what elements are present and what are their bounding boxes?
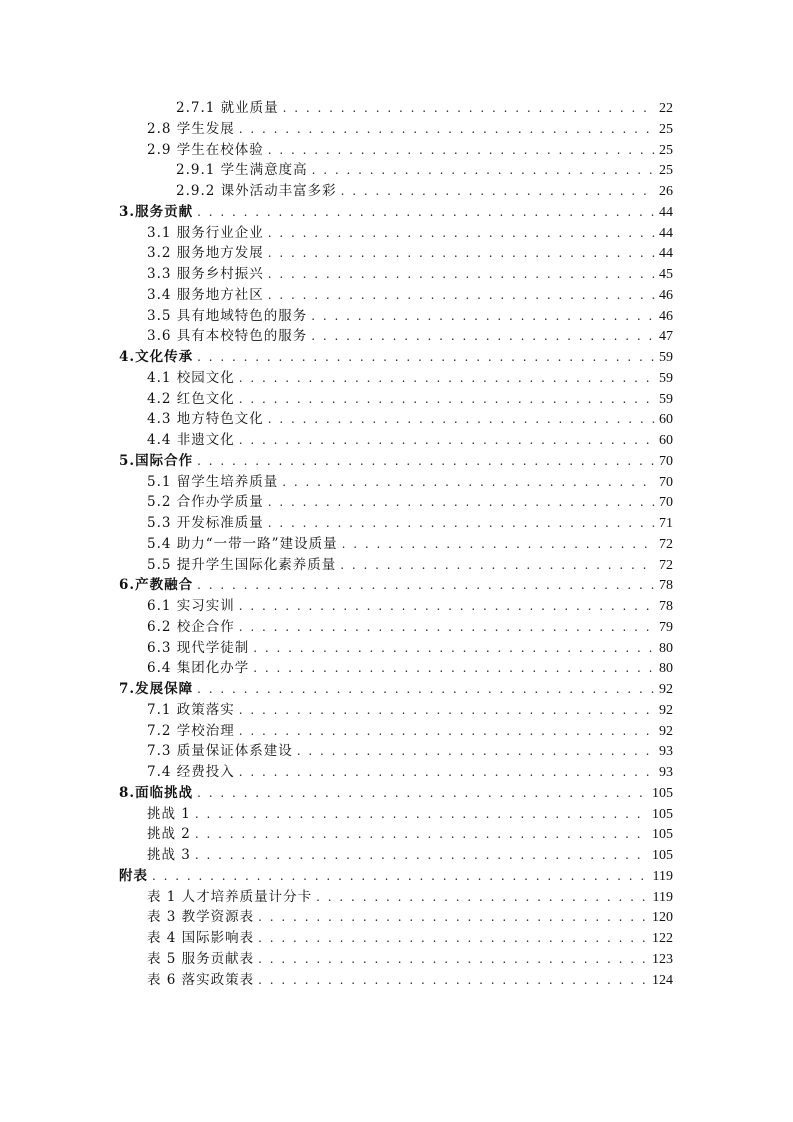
toc-entry[interactable] bbox=[119, 119, 673, 140]
toc-page-number: 44 bbox=[659, 204, 673, 220]
toc-entry[interactable] bbox=[119, 409, 673, 430]
dot-leader bbox=[340, 555, 655, 576]
toc-page-number: 26 bbox=[659, 184, 673, 199]
dot-leader bbox=[239, 596, 655, 617]
toc-entry-title: 6.2 校企合作 bbox=[147, 618, 235, 635]
toc-page-number: 46 bbox=[659, 308, 673, 324]
toc-entry[interactable] bbox=[119, 140, 673, 161]
toc-page-number: 59 bbox=[659, 350, 673, 365]
dot-leader bbox=[342, 534, 655, 555]
toc-entry[interactable] bbox=[119, 928, 673, 949]
toc-page-number: 120 bbox=[652, 910, 673, 926]
toc-entry[interactable] bbox=[119, 285, 673, 306]
dot-leader bbox=[268, 223, 655, 244]
toc-page-number: 70 bbox=[659, 495, 673, 511]
toc-page-number: 70 bbox=[659, 474, 673, 490]
toc-entry-title: 3.2 服务地方发展 bbox=[147, 245, 264, 262]
toc-page-number: 105 bbox=[652, 827, 673, 843]
dot-leader bbox=[268, 264, 655, 285]
toc-page-number: 78 bbox=[659, 599, 673, 614]
toc-entry-title: 7.4 经费投入 bbox=[147, 764, 235, 780]
toc-chapter-entry[interactable] bbox=[119, 866, 673, 887]
dot-leader bbox=[268, 492, 655, 513]
dot-leader bbox=[283, 98, 655, 119]
toc-entry[interactable] bbox=[119, 721, 673, 742]
toc-page-number: 80 bbox=[659, 661, 673, 677]
toc-entry-title: 4.2 红色文化 bbox=[147, 390, 235, 407]
toc-entry[interactable] bbox=[119, 658, 673, 679]
toc-page-number: 80 bbox=[659, 640, 673, 656]
toc-entry-title: 2.9.2 课外活动丰富多彩 bbox=[176, 183, 337, 199]
dot-leader bbox=[197, 347, 655, 368]
toc-entry[interactable] bbox=[119, 907, 673, 928]
toc-entry[interactable] bbox=[119, 223, 673, 244]
dot-leader bbox=[239, 368, 655, 389]
toc-entry[interactable] bbox=[119, 264, 673, 285]
toc-page-number: 25 bbox=[659, 121, 673, 137]
dot-leader bbox=[312, 160, 655, 181]
toc-page-number: 22 bbox=[659, 101, 673, 116]
toc-entry-title: 2.9.1 学生满意度高 bbox=[176, 162, 308, 179]
toc-entry-title: 5.3 开发标准质量 bbox=[147, 515, 264, 531]
toc-entry-title: 表 3 教学资源表 bbox=[147, 909, 255, 926]
toc-page-number: 72 bbox=[659, 557, 673, 573]
toc-entry[interactable] bbox=[119, 306, 673, 327]
dot-leader bbox=[239, 721, 655, 742]
toc-entry-title: 表 4 国际影响表 bbox=[147, 930, 255, 946]
toc-entry-title: 4.1 校园文化 bbox=[147, 369, 235, 386]
toc-page-number: 46 bbox=[659, 287, 673, 303]
dot-leader bbox=[268, 409, 655, 430]
toc-entry-title: 5.5 提升学生国际化素养质量 bbox=[147, 556, 337, 573]
toc-chapter-entry[interactable] bbox=[119, 679, 673, 700]
toc-entry-title: 8.面临挑战 bbox=[119, 784, 194, 801]
toc-entry-title: 7.2 学校治理 bbox=[147, 722, 235, 739]
dot-leader bbox=[311, 326, 655, 347]
toc-entry-title: 表 5 服务贡献表 bbox=[147, 950, 255, 967]
toc-entry[interactable] bbox=[119, 596, 673, 617]
dot-leader bbox=[268, 285, 655, 306]
toc-page-number: 60 bbox=[659, 412, 673, 428]
toc-entry-title: 6.1 实习实训 bbox=[147, 598, 235, 614]
toc-entry-title: 7.1 政策落实 bbox=[147, 701, 235, 718]
toc-entry[interactable] bbox=[119, 513, 673, 534]
toc-page-number: 122 bbox=[652, 931, 673, 946]
toc-entry[interactable] bbox=[119, 741, 673, 762]
dot-leader bbox=[258, 928, 648, 949]
dot-leader bbox=[197, 679, 655, 700]
toc-entry[interactable] bbox=[119, 970, 673, 991]
toc-entry[interactable] bbox=[119, 887, 673, 908]
toc-page-number: 25 bbox=[659, 142, 673, 158]
toc-chapter-entry[interactable] bbox=[119, 783, 673, 804]
toc-chapter-entry[interactable] bbox=[119, 347, 673, 368]
toc-entry[interactable] bbox=[119, 555, 673, 576]
toc-entry[interactable] bbox=[119, 389, 673, 410]
toc-entry-title: 7.3 质量保证体系建设 bbox=[147, 743, 293, 760]
toc-page-number: 72 bbox=[659, 536, 673, 552]
toc-entry[interactable] bbox=[119, 949, 673, 970]
dot-leader bbox=[297, 741, 655, 762]
table-of-contents bbox=[119, 98, 673, 990]
toc-entry-title: 2.8 学生发展 bbox=[147, 120, 235, 137]
toc-entry[interactable] bbox=[119, 181, 673, 202]
dot-leader bbox=[195, 804, 648, 825]
toc-page-number: 47 bbox=[659, 329, 673, 345]
toc-page-number: 105 bbox=[652, 848, 673, 863]
toc-page-number: 124 bbox=[652, 972, 673, 988]
toc-entry[interactable] bbox=[119, 472, 673, 493]
toc-page-number: 59 bbox=[659, 370, 673, 386]
toc-entry-title: 表 6 落实政策表 bbox=[147, 971, 255, 988]
toc-page-number: 25 bbox=[659, 163, 673, 179]
toc-entry[interactable] bbox=[119, 824, 673, 845]
toc-entry-title: 4.4 非遗文化 bbox=[147, 432, 235, 448]
toc-entry-title: 2.7.1 就业质量 bbox=[176, 100, 279, 116]
toc-page-number: 59 bbox=[659, 391, 673, 407]
toc-entry[interactable] bbox=[119, 534, 673, 555]
toc-entry-title: 5.1 留学生培养质量 bbox=[147, 473, 279, 490]
toc-entry[interactable] bbox=[119, 700, 673, 721]
toc-entry-title: 表 1 人才培养质量计分卡 bbox=[147, 888, 313, 905]
dot-leader bbox=[316, 887, 648, 908]
dot-leader bbox=[311, 306, 655, 327]
dot-leader bbox=[258, 970, 648, 991]
dot-leader bbox=[197, 783, 648, 804]
dot-leader bbox=[239, 762, 655, 783]
toc-entry-title: 6.产教融合 bbox=[119, 577, 194, 594]
dot-leader bbox=[239, 389, 655, 410]
toc-page-number: 92 bbox=[659, 723, 673, 739]
toc-chapter-entry[interactable] bbox=[119, 202, 673, 223]
toc-entry-title: 附表 bbox=[119, 867, 148, 884]
dot-leader bbox=[253, 638, 655, 659]
toc-page-number: 92 bbox=[659, 682, 673, 697]
toc-page-number: 70 bbox=[659, 453, 673, 469]
toc-entry[interactable] bbox=[119, 804, 673, 825]
dot-leader bbox=[152, 866, 649, 887]
toc-entry[interactable] bbox=[119, 160, 673, 181]
toc-entry-title: 6.4 集团化办学 bbox=[147, 660, 250, 677]
toc-entry-title: 3.3 服务乡村振兴 bbox=[147, 266, 264, 282]
toc-entry-title: 2.9 学生在校体验 bbox=[147, 141, 264, 158]
toc-entry-title: 3.5 具有地域特色的服务 bbox=[147, 307, 308, 324]
dot-leader bbox=[268, 140, 655, 161]
toc-entry[interactable] bbox=[119, 638, 673, 659]
toc-entry-title: 挑战 1 bbox=[147, 805, 191, 822]
toc-page-number: 79 bbox=[659, 619, 673, 635]
dot-leader bbox=[268, 243, 655, 264]
toc-page-number: 78 bbox=[659, 578, 673, 594]
toc-entry-title: 5.4 助力“一带一路”建设质量 bbox=[147, 535, 338, 552]
toc-page-number: 119 bbox=[652, 868, 673, 884]
toc-page-number: 105 bbox=[652, 806, 673, 822]
dot-leader bbox=[197, 451, 655, 472]
dot-leader bbox=[258, 907, 648, 928]
toc-entry-title: 6.3 现代学徒制 bbox=[147, 639, 250, 656]
toc-page-number: 93 bbox=[659, 744, 673, 760]
toc-entry[interactable] bbox=[119, 98, 673, 119]
dot-leader bbox=[282, 472, 655, 493]
toc-entry-title: 挑战 3 bbox=[147, 847, 191, 863]
toc-page-number: 123 bbox=[652, 951, 673, 967]
toc-entry-title: 3.服务贡献 bbox=[119, 203, 194, 220]
toc-chapter-entry[interactable] bbox=[119, 451, 673, 472]
dot-leader bbox=[253, 658, 655, 679]
toc-entry[interactable] bbox=[119, 845, 673, 866]
toc-entry-title: 3.4 服务地方社区 bbox=[147, 286, 264, 303]
dot-leader bbox=[268, 513, 655, 534]
toc-entry[interactable] bbox=[119, 617, 673, 638]
dot-leader bbox=[341, 181, 655, 202]
toc-entry-title: 7.发展保障 bbox=[119, 681, 194, 697]
dot-leader bbox=[197, 575, 655, 596]
toc-entry[interactable] bbox=[119, 368, 673, 389]
toc-page-number: 45 bbox=[659, 267, 673, 282]
toc-page-number: 71 bbox=[659, 516, 673, 531]
toc-entry-title: 5.2 合作办学质量 bbox=[147, 494, 264, 511]
toc-page-number: 92 bbox=[659, 702, 673, 718]
dot-leader bbox=[195, 824, 648, 845]
toc-entry[interactable] bbox=[119, 326, 673, 347]
dot-leader bbox=[239, 617, 655, 638]
toc-entry-title: 3.6 具有本校特色的服务 bbox=[147, 328, 308, 345]
toc-page-number: 119 bbox=[652, 889, 673, 905]
toc-entry[interactable] bbox=[119, 430, 673, 451]
toc-entry-title: 挑战 2 bbox=[147, 826, 191, 843]
toc-page-number: 93 bbox=[659, 765, 673, 780]
toc-chapter-entry[interactable] bbox=[119, 575, 673, 596]
toc-page-number: 44 bbox=[659, 246, 673, 262]
toc-entry-title: 4.3 地方特色文化 bbox=[147, 411, 264, 428]
toc-entry-title: 4.文化传承 bbox=[119, 349, 194, 365]
toc-page-number: 60 bbox=[659, 433, 673, 448]
dot-leader bbox=[258, 949, 648, 970]
toc-page-number: 44 bbox=[659, 225, 673, 241]
toc-entry[interactable] bbox=[119, 243, 673, 264]
dot-leader bbox=[239, 119, 655, 140]
toc-entry-title: 5.国际合作 bbox=[119, 452, 194, 469]
toc-entry[interactable] bbox=[119, 762, 673, 783]
dot-leader bbox=[195, 845, 648, 866]
dot-leader bbox=[197, 202, 655, 223]
toc-entry-title: 3.1 服务行业企业 bbox=[147, 224, 264, 241]
dot-leader bbox=[239, 430, 655, 451]
dot-leader bbox=[239, 700, 655, 721]
toc-entry[interactable] bbox=[119, 492, 673, 513]
toc-page-number: 105 bbox=[652, 785, 673, 801]
